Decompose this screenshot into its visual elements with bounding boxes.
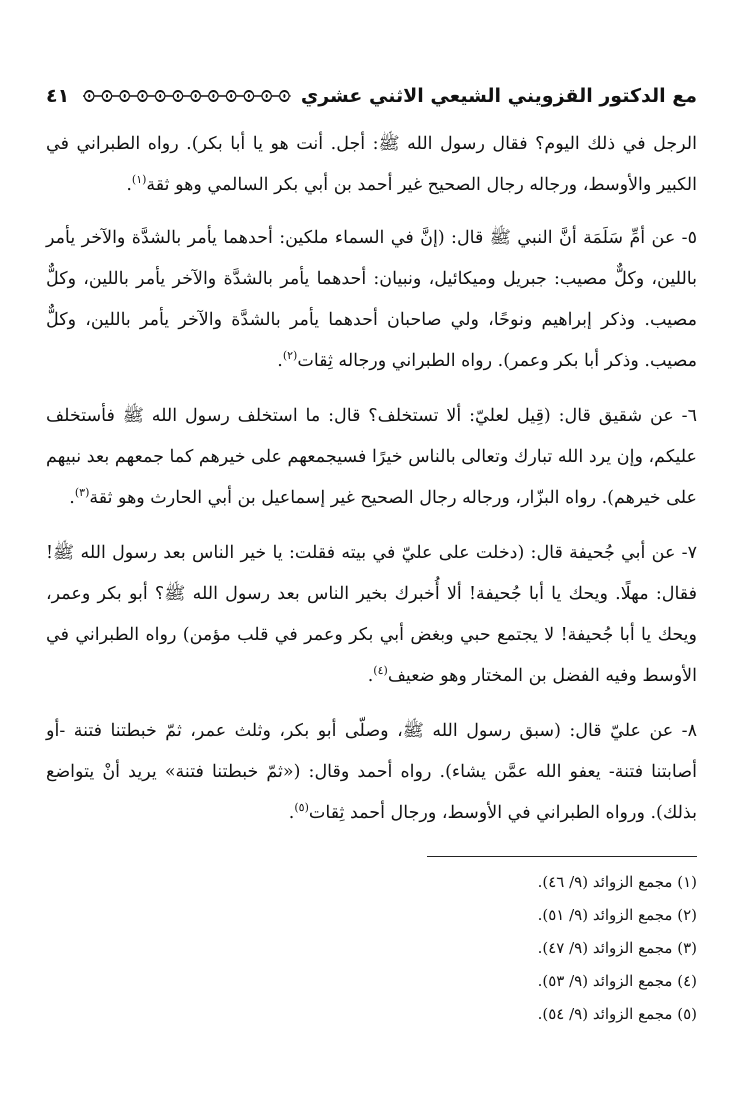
paragraph-text: ٨- عن عليّ قال: (سبق رسول الله ﷺ، وصلّى أبو بكر، وثلث عمر، ثمّ خبطتنا فتنة -أو أصابتنا فتنة- يعفو الله عمَّن يشاء). رواه أحمد وقال: («ثمّ خبطتنا فتنة» يريد أنْ يتواضع بذلك). ورواه الطبراني في الأوسط، ورجال أحمد ثِقات — [46, 721, 697, 823]
ornament-dot — [106, 94, 108, 98]
header-ornament — [83, 88, 291, 104]
footnote: (٣) مجمع الزوائد (٩/ ٤٧). — [537, 939, 697, 957]
footnote-reference: (٢) — [282, 349, 298, 363]
paragraph: الرجل في ذلك اليوم؟ فقال رسول الله ﷺ: أجل. أنت هو يا أبا بكر). رواه الطبراني في الكبير والأوسط، ورجاله رجال الصحيح غير أحمد بن أبي بكر السالمي وهو ثقة$^{(١)}$. — [46, 134, 697, 195]
ornament-dot — [142, 94, 144, 98]
ornament-chain-icon — [83, 88, 291, 104]
footnote: (٢) مجمع الزوائد (٩/ ٥١). — [537, 906, 697, 924]
paragraph: ٨- عن عليّ قال: (سبق رسول الله ﷺ، وصلّى أبو بكر، وثلث عمر، ثمّ خبطتنا فتنة -أو أصابتنا فتنة- يعفو الله عمَّن يشاء). رواه أحمد وقال: («ثمّ خبطتنا فتنة» يريد أنْ يتواضع بذلك). ورواه الطبراني في الأوسط، ورجال أحمد ثِقات$^{(٥)}$. — [46, 721, 697, 823]
paragraph: ٦- عن شقيق قال: (قِيل لعليّ: ألا تستخلف؟ قال: ما استخلف رسول الله ﷺ فأستخلف عليكم، وإن يرد الله تبارك وتعالى بالناس خيرًا فسيجمعهم على خيرهم كما جمعهم بعد نبيهم على خيرهم). رواه البزّار، ورجاله رجال الصحيح غير إسماعيل بن أبي الحارث وهو ثقة$^{(٣)}$. — [46, 406, 697, 508]
ornament-dot — [248, 94, 250, 98]
ornament-dot — [213, 94, 215, 98]
paragraph-text: الرجل في ذلك اليوم؟ فقال رسول الله ﷺ: أجل. أنت هو يا أبا بكر). رواه الطبراني في الكبير والأوسط، ورجاله رجال الصحيح غير أحمد بن أبي بكر السالمي وهو ثقة — [46, 134, 697, 195]
ornament-dot — [284, 94, 286, 98]
footnote: (٤) مجمع الزوائد (٩/ ٥٣). — [537, 972, 697, 990]
paragraph-text: ٧- عن أبي جُحيفة قال: (دخلت على عليّ في بيته فقلت: يا خير الناس بعد رسول الله ﷺ! فقال: مهلًا. ويحك يا أبا جُحيفة! ألا أُخبرك بخير الناس بعد رسول الله ﷺ؟ أبو بكر وعمر، ويحك يا أبا جُحيفة! لا يجتمع حبي وبغض أبي بكر وعمر في قلب مؤمن) رواه الطبراني في الأوسط وفيه الفضل بن المختار وهو ضعيف — [46, 543, 697, 686]
footnote-divider — [427, 856, 697, 857]
ornament-dot — [177, 94, 179, 98]
ornament-dot — [230, 94, 232, 98]
paragraph: ٧- عن أبي جُحيفة قال: (دخلت على عليّ في بيته فقلت: يا خير الناس بعد رسول الله ﷺ! فقال: مهلًا. ويحك يا أبا جُحيفة! ألا أُخبرك بخير الناس بعد رسول الله ﷺ؟ أبو بكر وعمر، ويحك يا أبا جُحيفة! لا يجتمع حبي وبغض أبي بكر وعمر في قلب مؤمن) رواه الطبراني في الأوسط وفيه الفضل بن المختار وهو ضعيف$^{(٤)}$. — [46, 543, 697, 686]
footnote-reference: (٣) — [74, 486, 90, 500]
footnote-reference: (٤) — [373, 664, 388, 678]
footnote-reference: (١) — [131, 173, 147, 187]
footnote: (١) مجمع الزوائد (٩/ ٤٦). — [537, 873, 697, 891]
footnote-reference: (٥) — [294, 801, 309, 815]
page-header — [46, 78, 697, 114]
ornament-dot — [88, 94, 90, 98]
ornament-dot — [266, 94, 268, 98]
footnote: (٥) مجمع الزوائد (٩/ ٥٤). — [537, 1005, 697, 1023]
ornament-dot — [195, 94, 197, 98]
ornament-dot — [159, 94, 161, 98]
footnotes — [46, 866, 697, 1031]
ornament-dot — [124, 94, 126, 98]
main-text — [46, 124, 697, 848]
running-title: مع الدكتور القزويني الشيعي الاثني عشري — [300, 85, 697, 107]
paragraph-text: ٥- عن أمِّ سَلَمَة أنَّ النبي ﷺ قال: (إنَّ في السماء ملكين: أحدهما يأمر بالشدَّة والآخر يأمر باللين، وكلٌّ مصيب: جبريل وميكائيل، ونبيان: أحدهما يأمر بالشدَّة والآخر يأمر باللين، وكلٌّ مصيب. وذكر إبراهيم ونوحًا، ولي صاحبان أحدهما يأمر بالشدَّة والآخر يأمر باللين، وكلٌّ مصيب. وذكر أبا بكر وعمر). رواه الطبراني ورجاله ثِقات — [46, 228, 697, 371]
page-number: ٤١ — [46, 85, 70, 107]
paragraph: ٥- عن أمِّ سَلَمَة أنَّ النبي ﷺ قال: (إنَّ في السماء ملكين: أحدهما يأمر بالشدَّة والآخر يأمر باللين، وكلٌّ مصيب: جبريل وميكائيل، ونبيان: أحدهما يأمر بالشدَّة والآخر يأمر باللين، وكلٌّ مصيب. وذكر إبراهيم ونوحًا، ولي صاحبان أحدهما يأمر بالشدَّة والآخر يأمر باللين، وكلٌّ مصيب. وذكر أبا بكر وعمر). رواه الطبراني ورجاله ثِقات$^{(٢)}$. — [46, 228, 697, 371]
paragraph-text: ٦- عن شقيق قال: (قِيل لعليّ: ألا تستخلف؟ قال: ما استخلف رسول الله ﷺ فأستخلف عليكم، وإن يرد الله تبارك وتعالى بالناس خيرًا فسيجمعهم على خيرهم كما جمعهم بعد نبيهم على خيرهم). رواه البزّار، ورجاله رجال الصحيح غير إسماعيل بن أبي الحارث وهو ثقة — [46, 406, 697, 508]
